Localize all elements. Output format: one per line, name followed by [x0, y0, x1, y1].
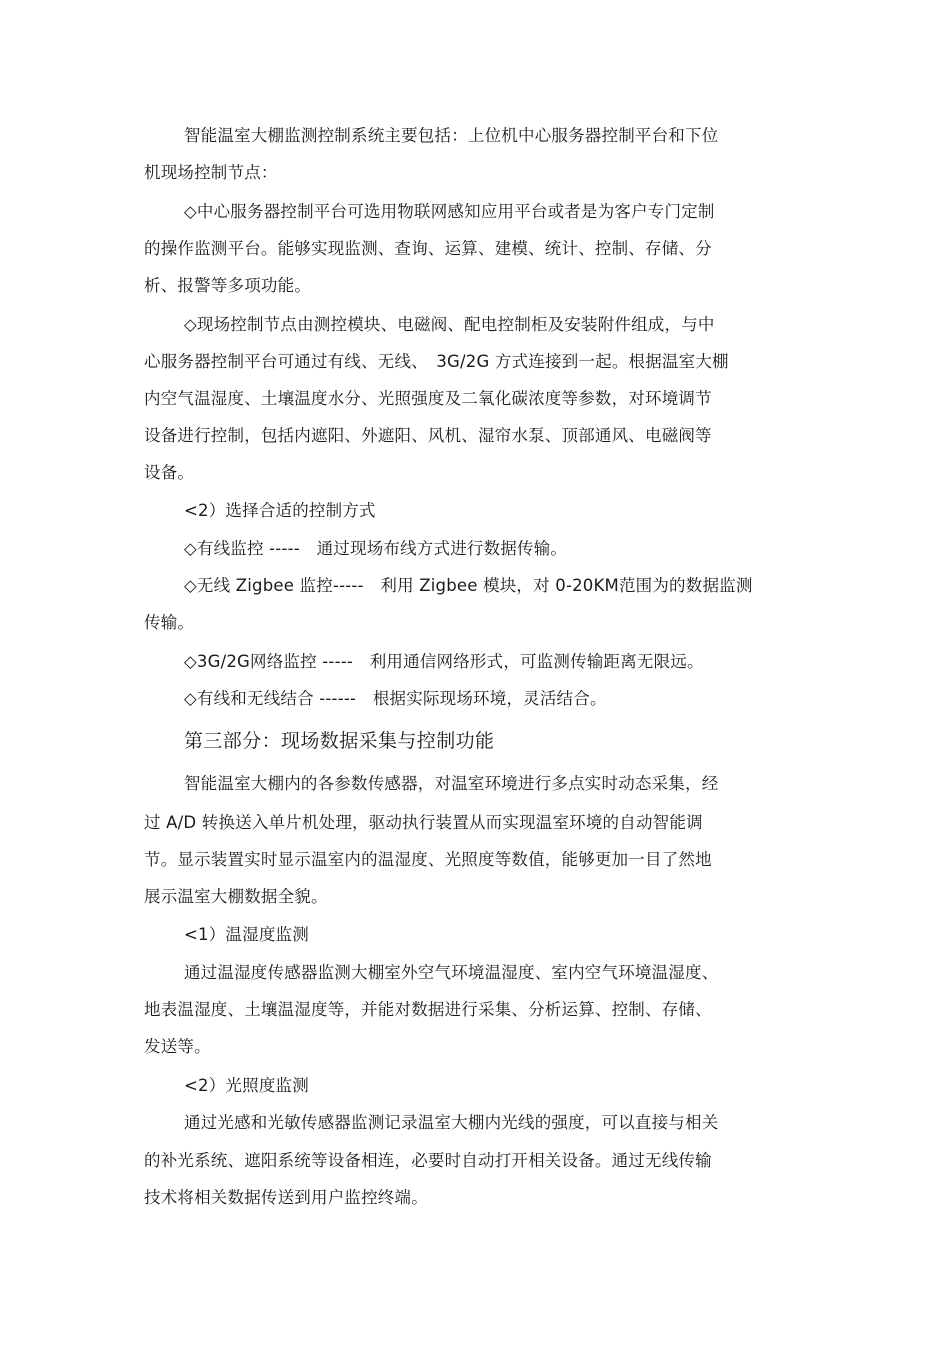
text-line: 设备。 [144, 463, 195, 482]
text-line: 技术将相关数据传送到用户监控终端。 [144, 1188, 428, 1207]
text-line: 传输。 [144, 613, 195, 632]
text-line: 机现场控制节点： [144, 163, 278, 182]
text-line: 发送等。 [144, 1037, 211, 1056]
text-line: 设备进行控制，包括内遮阳、外遮阳、风机、湿帘水泵、顶部通风、电磁阀等 [144, 426, 712, 445]
text-line: 析、报警等多项功能。 [144, 276, 311, 295]
text-line: ◇有线和无线结合 ------ 根据实际现场环境，灵活结合。 [184, 689, 607, 708]
text-line: ◇3G/2G网络监控 ----- 利用通信网络形式，可监测传输距离无限远。 [184, 652, 704, 671]
text-line: 过 A/D 转换送入单片机处理，驱动执行装置从而实现温室环境的自动智能调 [144, 813, 703, 832]
text-line: ◇无线 Zigbee 监控----- 利用 Zigbee 模块，对 0-20KM范围为的数据监测 [184, 576, 753, 595]
section-subheading: <2）光照度监测 [184, 1076, 309, 1095]
section-subheading: <2）选择合适的控制方式 [184, 501, 376, 520]
text-line: 展示温室大棚数据全貌。 [144, 887, 328, 906]
text-line: 智能温室大棚内的各参数传感器，对温室环境进行多点实时动态采集，经 [184, 774, 719, 793]
text-line: 内空气温湿度、土壤温度水分、光照强度及二氧化碳浓度等参数，对环境调节 [144, 389, 712, 408]
text-line: 智能温室大棚监测控制系统主要包括：上位机中心服务器控制平台和下位 [184, 126, 719, 145]
text-line: ◇中心服务器控制平台可选用物联网感知应用平台或者是为客户专门定制 [184, 202, 715, 221]
text-line: 地表温湿度、土壤温湿度等，并能对数据进行采集、分析运算、控制、存储、 [144, 1000, 712, 1019]
text-line: 节。显示装置实时显示温室内的温湿度、光照度等数值，能够更加一目了然地 [144, 850, 712, 869]
text-line: ◇有线监控 ----- 通过现场布线方式进行数据传输。 [184, 539, 568, 558]
text-line: 通过光感和光敏传感器监测记录温室大棚内光线的强度，可以直接与相关 [184, 1113, 719, 1132]
section-subheading: <1）温湿度监测 [184, 925, 309, 944]
text-line: ◇现场控制节点由测控模块、电磁阀、配电控制柜及安装附件组成，与中 [184, 315, 715, 334]
section-heading: 第三部分：现场数据采集与控制功能 [184, 730, 495, 752]
text-line: 心服务器控制平台可通过有线、无线、 3G/2G 方式连接到一起。根据温室大棚 [144, 352, 729, 371]
text-line: 的操作监测平台。能够实现监测、查询、运算、建模、统计、控制、存储、分 [144, 239, 712, 258]
text-line: 的补光系统、遮阳系统等设备相连，必要时自动打开相关设备。通过无线传输 [144, 1151, 712, 1170]
text-line: 通过温湿度传感器监测大棚室外空气环境温湿度、室内空气环境温湿度、 [184, 963, 719, 982]
